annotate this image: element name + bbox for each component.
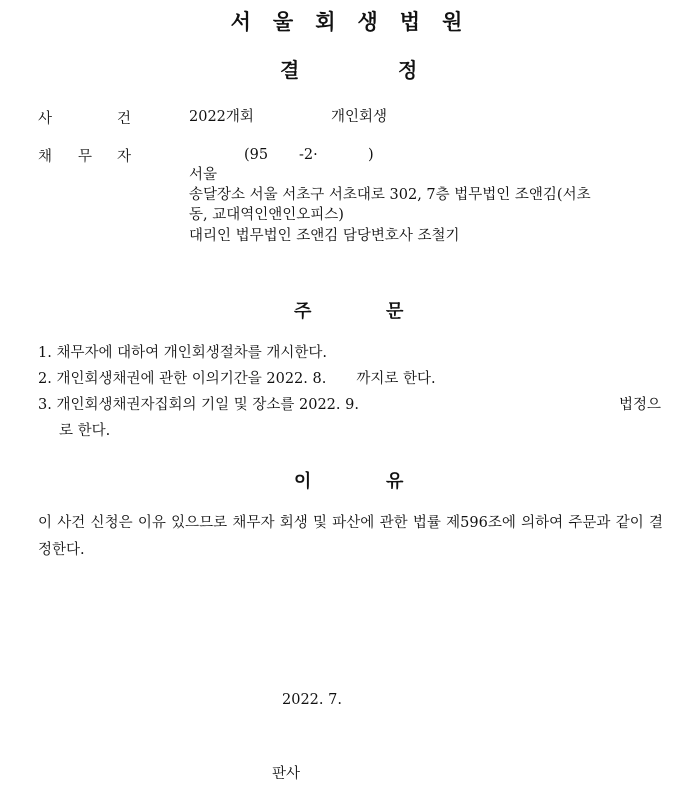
debtor-address: 서울 xyxy=(189,167,218,183)
document-title-first-char: 결 xyxy=(280,58,300,82)
order-heading-first-char: 주 xyxy=(294,301,312,322)
case-label-char: 건 xyxy=(117,111,132,127)
debtor-id-open: (95 xyxy=(244,147,269,163)
court-name: 서울회생법원 xyxy=(230,10,485,34)
service-address-line-1: 송달장소 서울 서초구 서초대로 302, 7층 법무법인 조앤김(서초 xyxy=(189,187,591,203)
order-item-1: 1. 채무자에 대하여 개인회생절차를 개시한다. xyxy=(38,345,328,361)
debtor-id-mid: -2· xyxy=(299,147,318,163)
debtor-label-char: 채 xyxy=(38,149,53,165)
case-type: 개인회생 xyxy=(331,109,388,125)
agent-line: 대리인 법무법인 조앤김 담당변호사 조철기 xyxy=(189,228,460,244)
order-item-2-text: 2. 개인회생채권에 관한 이의기간을 2022. 8. xyxy=(38,371,327,387)
order-item-3-continuation: 로 한다. xyxy=(59,423,111,439)
service-address-line-2: 동, 교대역인앤인오피스) xyxy=(189,207,344,223)
case-number: 2022개회 xyxy=(189,109,254,125)
reason-paragraph: 이 사건 신청은 이유 있으므로 채무자 회생 및 파산에 관한 법률 제596조에 의하여 주문과 같이 결정한다. xyxy=(38,515,663,558)
debtor-label-char: 자 xyxy=(117,149,132,165)
order-item-2-tail: 까지로 한다. xyxy=(356,371,436,387)
debtor-label-char: 무 xyxy=(78,149,93,165)
order-item-3-tail: 법정으 xyxy=(619,397,662,413)
case-label-char: 사 xyxy=(38,111,53,127)
order-heading-second-char: 문 xyxy=(386,301,404,322)
order-item-2 xyxy=(38,369,436,389)
reason-heading-first-char: 이 xyxy=(294,471,312,492)
reason-heading-second-char: 유 xyxy=(386,471,404,492)
judge-label: 판사 xyxy=(272,766,301,782)
order-item-3: 3. 개인회생채권자집회의 기일 및 장소를 2022. 9. xyxy=(38,397,359,413)
decision-date: 2022. 7. xyxy=(282,692,342,708)
debtor-id-close: ) xyxy=(368,147,374,163)
document-title-second-char: 정 xyxy=(398,58,418,82)
